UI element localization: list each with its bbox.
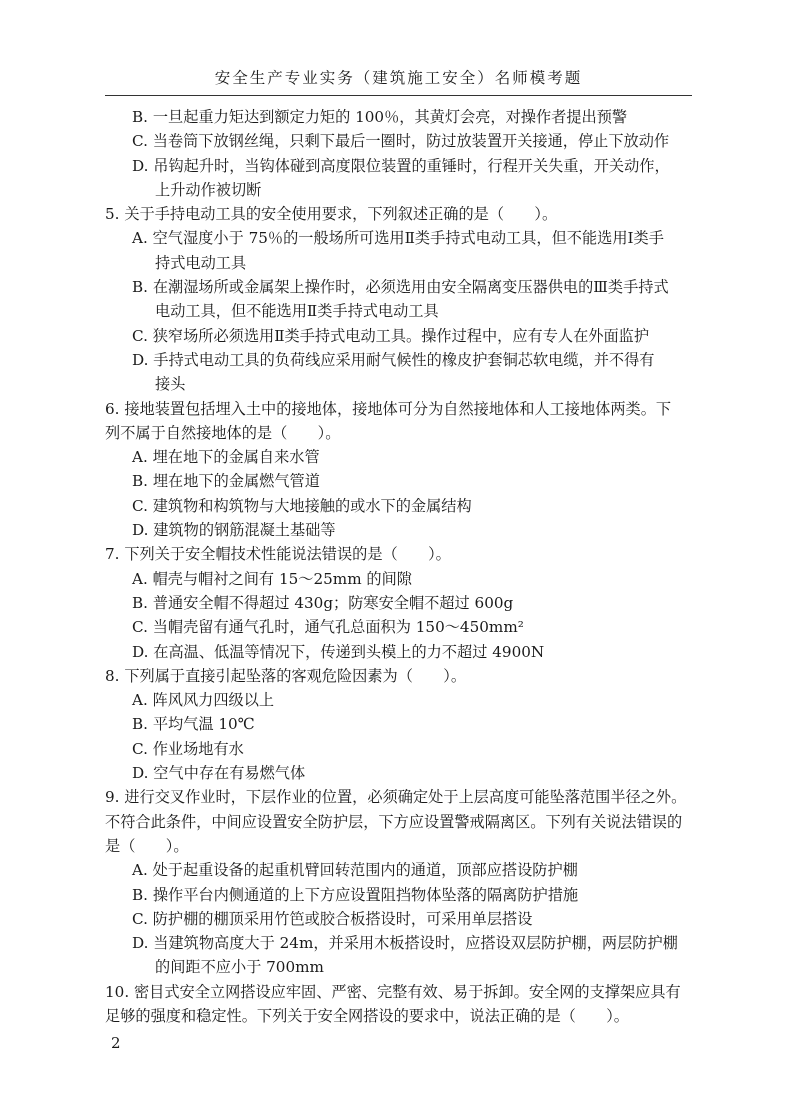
option-line: A. 处于起重设备的起重机臂回转范围内的通道，顶部应搭设防护棚 [132, 861, 578, 880]
question-line: 7. 下列关于安全帽技术性能说法错误的是（ ）。 [105, 545, 451, 564]
option-line: C. 作业场地有水 [132, 739, 244, 758]
option-line: D. 吊钩起升时，当钩体碰到高度限位装置的重锤时，行程开关失重，开关动作， [132, 156, 670, 175]
page-header-title: 安全生产专业实务（建筑施工安全）名师模考题 [214, 69, 583, 87]
option-line-continued: 接头 [155, 375, 186, 394]
page-number: 2 [111, 1034, 121, 1052]
question-line: 5. 关于手持电动工具的安全使用要求，下列叙述正确的是（ ）。 [105, 205, 558, 224]
option-line: B. 普通安全帽不得超过 430g；防寒安全帽不超过 600g [132, 593, 514, 612]
question-line: 9. 进行交叉作业时，下层作业的位置，必须确定处于上层高度可能坠落范围半径之外。 [105, 788, 687, 807]
option-line: C. 当卷筒下放钢丝绳，只剩下最后一圈时，防过放装置开关接通，停止下放动作 [132, 132, 670, 151]
option-line-continued: 的间距不应小于 700mm [155, 958, 324, 977]
document-body [105, 105, 692, 1028]
question-line: 10. 密目式安全立网搭设应牢固、严密、完整有效、易于拆卸。安全网的支撑架应具有 [105, 982, 681, 1001]
option-line: C. 狭窄场所必须选用Ⅱ类手持式电动工具。操作过程中，应有专人在外面监护 [132, 326, 650, 345]
option-line: D. 手持式电动工具的负荷线应采用耐气候性的橡皮护套铜芯软电缆，并不得有 [132, 350, 655, 369]
question-line-continued: 足够的强度和稳定性。下列关于安全网搭设的要求中，说法正确的是（ ）。 [105, 1006, 629, 1025]
option-line: B. 一旦起重力矩达到额定力矩的 100％，其黄灯会亮，对操作者提出预警 [132, 108, 628, 126]
option-line: A. 空气湿度小于 75％的一般场所可选用Ⅱ类手持式电动工具，但不能选用Ⅰ类手 [132, 229, 664, 248]
option-line-continued: 持式电动工具 [155, 253, 247, 272]
option-line: C. 建筑物和构筑物与大地接触的或水下的金属结构 [132, 496, 472, 515]
question-line-continued: 不符合此条件，中间应设置安全防护层，下方应设置警戒隔离区。下列有关说法错误的 [105, 812, 683, 831]
option-line: D. 建筑物的钢筋混凝土基础等 [132, 521, 336, 540]
question-line: 6. 接地装置包括埋入土中的接地体，接地体可分为自然接地体和人工接地体两类。下 [105, 399, 672, 418]
option-line: D. 当建筑物高度大于 24m，并采用木板搭设时，应搭设双层防护棚，两层防护棚 [132, 934, 678, 953]
header-rule [105, 95, 692, 96]
option-line: A. 阵风风力四级以上 [132, 691, 275, 710]
question-line-continued: 是（ ）。 [105, 836, 189, 855]
option-line: C. 当帽壳留有通气孔时，通气孔总面积为 150～450mm² [132, 618, 524, 637]
option-line: B. 平均气温 10℃ [132, 715, 255, 734]
option-line-continued: 上升动作被切断 [155, 180, 262, 199]
option-line-continued: 电动工具，但不能选用Ⅱ类手持式电动工具 [155, 302, 439, 321]
option-line: B. 在潮湿场所或金属架上操作时，必须选用由安全隔离变压器供电的Ⅲ类手持式 [132, 278, 669, 297]
question-line-continued: 列不属于自然接地体的是（ ）。 [105, 423, 341, 442]
option-line: D. 空气中存在有易燃气体 [132, 764, 306, 783]
option-line: D. 在高温、低温等情况下，传递到头模上的力不超过 4900N [132, 642, 545, 661]
option-line: B. 埋在地下的金属燃气管道 [132, 472, 320, 491]
option-line: A. 埋在地下的金属自来水管 [132, 448, 320, 467]
option-line: C. 防护棚的棚顶采用竹笆或胶合板搭设时，可采用单层搭设 [132, 909, 533, 928]
option-line: B. 操作平台内侧通道的上下方应设置阻挡物体坠落的隔离防护措施 [132, 885, 579, 904]
question-line: 8. 下列属于直接引起坠落的客观危险因素为（ ）。 [105, 666, 467, 685]
option-line: A. 帽壳与帽衬之间有 15～25mm 的间隙 [132, 569, 412, 588]
